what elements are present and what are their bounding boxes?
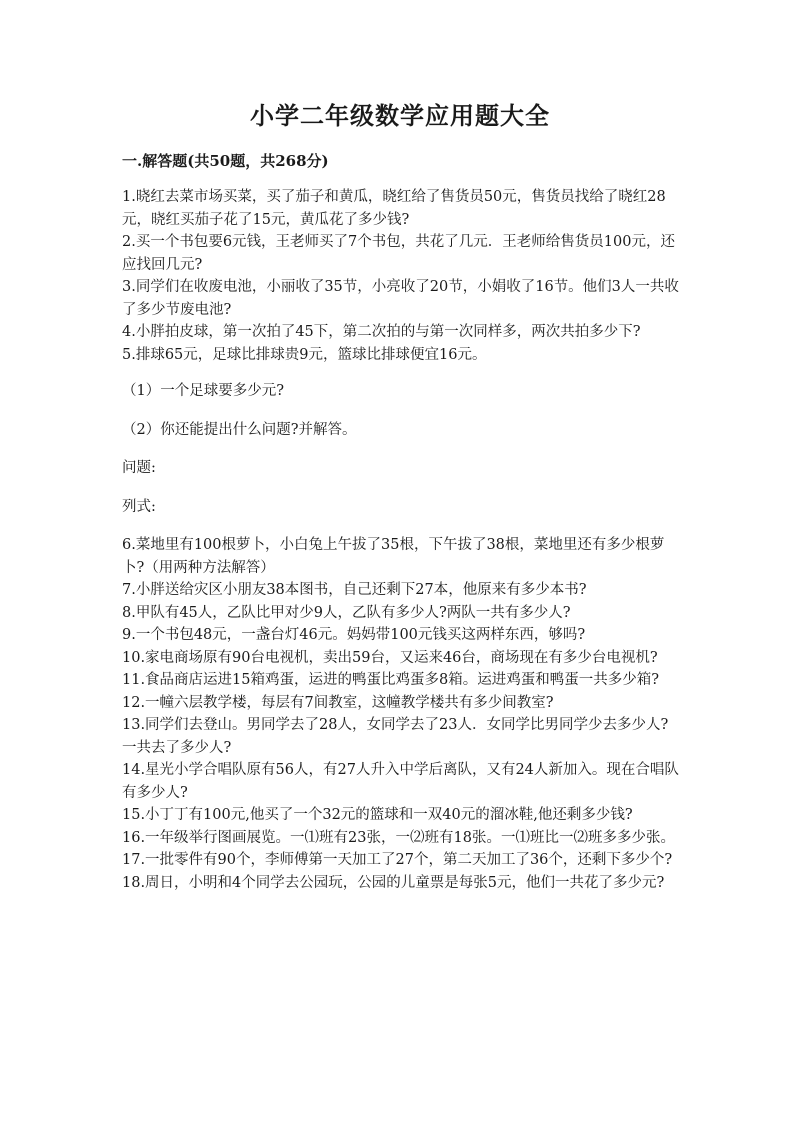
question-item: 16.一年级举行图画展览。一⑴班有23张，一⑵班有18张。一⑴班比一⑵班多多少张。 bbox=[122, 829, 675, 846]
question-item: 8.甲队有45人，乙队比甲对少9人，乙队有多少人?两队一共有多少人? bbox=[122, 604, 571, 621]
question-item: 14.星光小学合唱队原有56人，有27人升入中学后离队，又有24人新加入。现在合唱队有多少人? bbox=[122, 762, 679, 801]
answer-field-label: 列式: bbox=[122, 498, 156, 515]
question-item: 18.周日，小明和4个同学去公园玩，公园的儿童票是每张5元，他们一共花了多少元? bbox=[122, 874, 665, 891]
question-item: 12.一幢六层教学楼，每层有7间教室，这幢教学楼共有多少间教室? bbox=[122, 694, 554, 711]
question-item: 2.买一个书包要6元钱，王老师买了7个书包，共花了几元．王老师给售货员100元，还应找回几元? bbox=[122, 234, 675, 273]
question-item: 7.小胖送给灾区小朋友38本图书，自己还剩下27本，他原来有多少本书? bbox=[122, 582, 587, 598]
question-item: 5.排球65元，足球比排球贵9元，篮球比排球便宜16元。 bbox=[122, 346, 487, 363]
sub-question: （1）一个足球要多少元? bbox=[122, 383, 284, 399]
question-item: 4.小胖拍皮球，第一次拍了45下，第二次拍的与第一次同样多，两次共拍多少下? bbox=[122, 324, 641, 340]
question-item: 15.小丁丁有100元,他买了一个32元的篮球和一双40元的溜冰鞋,他还剩多少钱? bbox=[122, 807, 633, 823]
question-item: 9.一个书包48元，一盏台灯46元。妈妈带100元钱买这两样东西，够吗? bbox=[122, 627, 586, 643]
question-item: 13.同学们去登山。男同学去了28人，女同学去了23人．女同学比男同学少去多少人?一共去了多少人? bbox=[122, 717, 669, 756]
question-item: 11.食品商店运进15箱鸡蛋，运进的鸭蛋比鸡蛋多8箱。运进鸡蛋和鸭蛋一共多少箱? bbox=[122, 672, 660, 688]
answer-field-label: 问题: bbox=[122, 460, 156, 476]
question-item: 1.晓红去菜市场买菜，买了茄子和黄瓜，晓红给了售货员50元，售货员找给了晓红28元，晓红买茄子花了15元，黄瓜花了多少钱? bbox=[122, 189, 666, 228]
question-list bbox=[122, 186, 682, 894]
question-group bbox=[122, 534, 682, 894]
question-item: 6.菜地里有100根萝卜，小白兔上午拔了35根，下午拔了38根，菜地里还有多少根萝卜?（用两种方法解答） bbox=[122, 537, 665, 576]
page-title: 小学二年级数学应用题大全 bbox=[250, 101, 550, 130]
sub-question: （2）你还能提出什么问题?并解答。 bbox=[122, 421, 357, 438]
question-item: 3.同学们在收废电池，小丽收了35节，小亮收了20节，小娟收了16节。他们3人一共收了多少节废电池? bbox=[122, 279, 679, 318]
question-item: 10.家电商场原有90台电视机，卖出59台，又运来46台，商场现在有多少台电视机? bbox=[122, 649, 658, 666]
section-heading: 一.解答题(共50题，共268分) bbox=[122, 152, 329, 170]
question-item: 17.一批零件有90个，李师傅第一天加工了27个，第二天加工了36个，还剩下多少个? bbox=[122, 852, 673, 868]
